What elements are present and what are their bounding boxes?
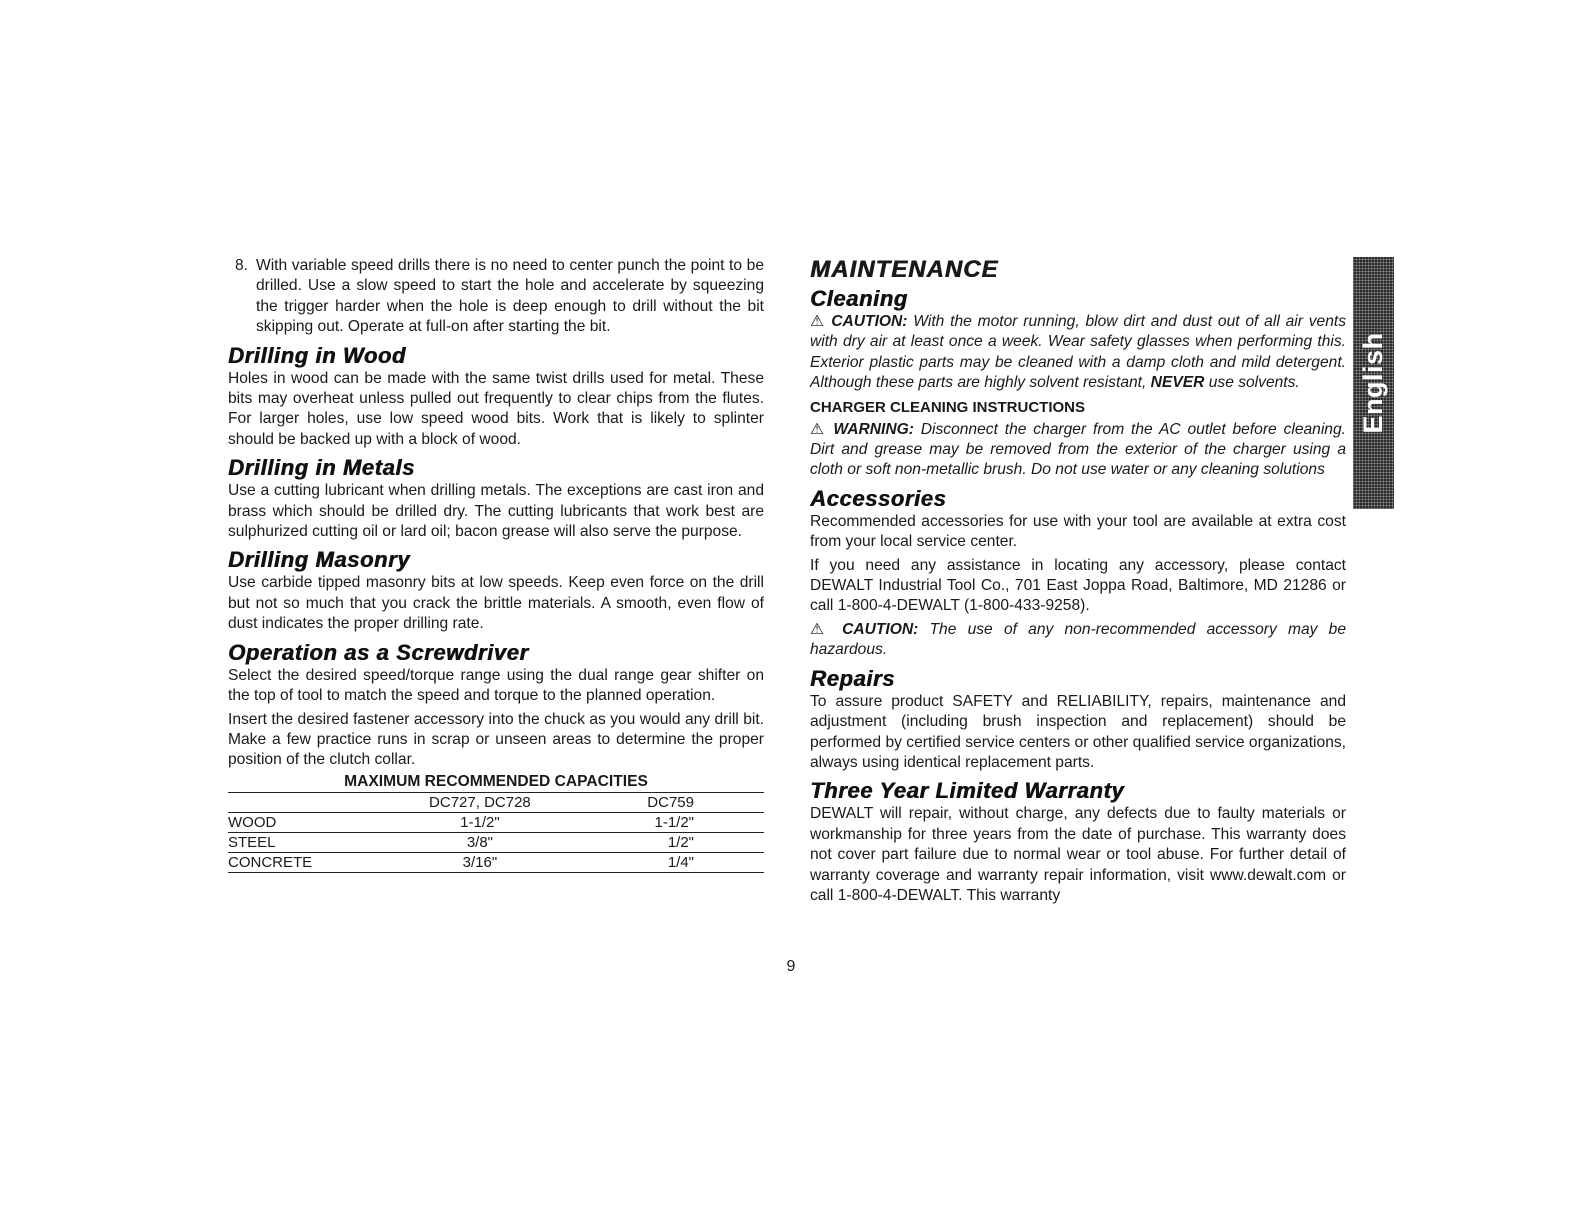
table-title: MAXIMUM RECOMMENDED CAPACITIES bbox=[344, 772, 648, 790]
paragraph-drilling-metals: Use a cutting lubricant when drilling metals. The exceptions are cast iron and brass which should be drilled dry. The cutting lubricants that work best are sulphurized cutting oil or lard oil; bacon grease will also serve the purpose. bbox=[228, 482, 764, 541]
table-header: DC759 bbox=[560, 792, 764, 812]
left-column bbox=[228, 256, 764, 873]
table-header: DC727, DC728 bbox=[400, 792, 561, 812]
heading-repairs: Repairs bbox=[810, 665, 895, 691]
warning-triangle-icon: ⚠ bbox=[810, 620, 831, 638]
caution-tail: use solvents. bbox=[1204, 374, 1300, 392]
table-cell: 1/2" bbox=[560, 832, 764, 852]
table-row bbox=[228, 852, 764, 872]
caution-label: CAUTION: bbox=[831, 313, 908, 330]
heading-drilling-masonry: Drilling Masonry bbox=[228, 547, 410, 573]
language-tab bbox=[1353, 257, 1394, 509]
warning-triangle-icon: ⚠ bbox=[810, 313, 826, 330]
table-header-row bbox=[228, 792, 764, 812]
never-label: NEVER bbox=[1150, 374, 1205, 392]
table-cell: 3/16" bbox=[400, 852, 561, 872]
table-cell: WOOD bbox=[228, 812, 400, 832]
paragraph-screwdriver-2: Insert the desired fastener accessory into the chuck as you would any drill bit. Make a few practice runs in scrap or unseen areas to determine the proper position of the clutch collar. bbox=[228, 710, 764, 769]
heading-warranty: Three Year Limited Warranty bbox=[810, 778, 1125, 804]
paragraph-warranty: DEWALT will repair, without charge, any defects due to faulty materials or workmanship for three years from the date of purchase. This warranty does not cover part failure due to normal wear or tool abuse. For further detail of warranty coverage and warranty repair information, visit www.dewalt.com or call 1-800-4-DEWALT. This warranty bbox=[810, 805, 1346, 904]
page-number: 9 bbox=[786, 958, 796, 975]
paragraph-repairs: To assure product SAFETY and RELIABILITY, repairs, maintenance and adjustment (including brush inspection and replacement) should be performed by certified service centers or other qualified service organizations, always using identical replacement parts. bbox=[810, 692, 1346, 771]
heading-drilling-wood: Drilling in Wood bbox=[228, 342, 406, 368]
table-cell: 3/8" bbox=[400, 832, 561, 852]
paragraph-drilling-wood: Holes in wood can be made with the same twist drills used for metal. These bits may overheat unless pulled out frequently to clear chips from the flutes. For larger holes, use low speed wood bits. Work that is likely to splinter should be backed up with a block of wood. bbox=[228, 369, 764, 448]
table-row bbox=[228, 812, 764, 832]
caution-cleaning bbox=[810, 312, 1346, 394]
paragraph-accessories-2: If you need any assistance in locating any accessory, please contact DEWALT Industrial Tool Co., 701 East Joppa Road, Baltimore, MD 21286 or call 1-800-4-DEWALT (1-800-433-9258). bbox=[810, 556, 1346, 615]
heading-drilling-metals: Drilling in Metals bbox=[228, 455, 415, 481]
language-tab-label: English bbox=[1358, 332, 1388, 434]
table-cell: CONCRETE bbox=[228, 852, 400, 872]
table-row bbox=[228, 832, 764, 852]
list-number: 8. bbox=[234, 257, 248, 274]
paragraph-drilling-masonry: Use carbide tipped masonry bits at low speeds. Keep even force on the drill but not so much that you crack the brittle materials. A smooth, even flow of dust indicates the proper drilling rate. bbox=[228, 574, 764, 633]
warning-charger bbox=[810, 420, 1346, 481]
heading-accessories: Accessories bbox=[810, 485, 947, 511]
table-cell: STEEL bbox=[228, 832, 400, 852]
table-cell: 1-1/2" bbox=[400, 812, 561, 832]
paragraph-screwdriver-1: Select the desired speed/torque range using the dual range gear shifter on the top of tool to match the speed and torque to the planned operation. bbox=[228, 666, 764, 705]
caution-label: CAUTION: bbox=[842, 620, 919, 638]
warning-text: Disconnect the charger from the AC outlet before cleaning. Dirt and grease may be removed from the exterior of the charger using a cloth or soft non-metallic brush. Do not use water or any cleaning solutions bbox=[810, 420, 1346, 479]
list-text: With variable speed drills there is no need to center punch the point to be drilled. Use a slow speed to start the hole and accelerate by squeezing the trigger harder when the hole is deep enough to drill without the bit skipping out. Operate at full-on after starting the bit. bbox=[256, 257, 764, 336]
heading-maintenance: MAINTENANCE bbox=[810, 256, 999, 283]
heading-charger-cleaning: CHARGER CLEANING INSTRUCTIONS bbox=[810, 398, 1086, 416]
table-header bbox=[228, 792, 400, 812]
heading-cleaning: Cleaning bbox=[810, 286, 908, 311]
caution-text: The use of any non-recommended accessory may be hazardous. bbox=[810, 620, 1346, 659]
warning-label: WARNING: bbox=[833, 420, 914, 438]
paragraph-accessories-1: Recommended accessories for use with your tool are available at extra cost from your local service center. bbox=[810, 512, 1346, 551]
caution-accessories bbox=[810, 620, 1346, 661]
table-cell: 1/4" bbox=[560, 852, 764, 872]
capacities-table bbox=[228, 772, 764, 873]
caution-text: With the motor running, blow dirt and dust out of all air vents with dry air at least once a week. Wear safety glasses when performing this. Exterior plastic parts may be cleaned with a damp cloth and mild detergent. Although these parts are highly solvent resistant, bbox=[810, 313, 1346, 392]
heading-operation-screwdriver: Operation as a Screwdriver bbox=[228, 639, 529, 665]
list-item-8 bbox=[228, 256, 764, 338]
warning-triangle-icon: ⚠ bbox=[810, 420, 827, 438]
right-column bbox=[810, 256, 1346, 906]
table-cell: 1-1/2" bbox=[560, 812, 764, 832]
